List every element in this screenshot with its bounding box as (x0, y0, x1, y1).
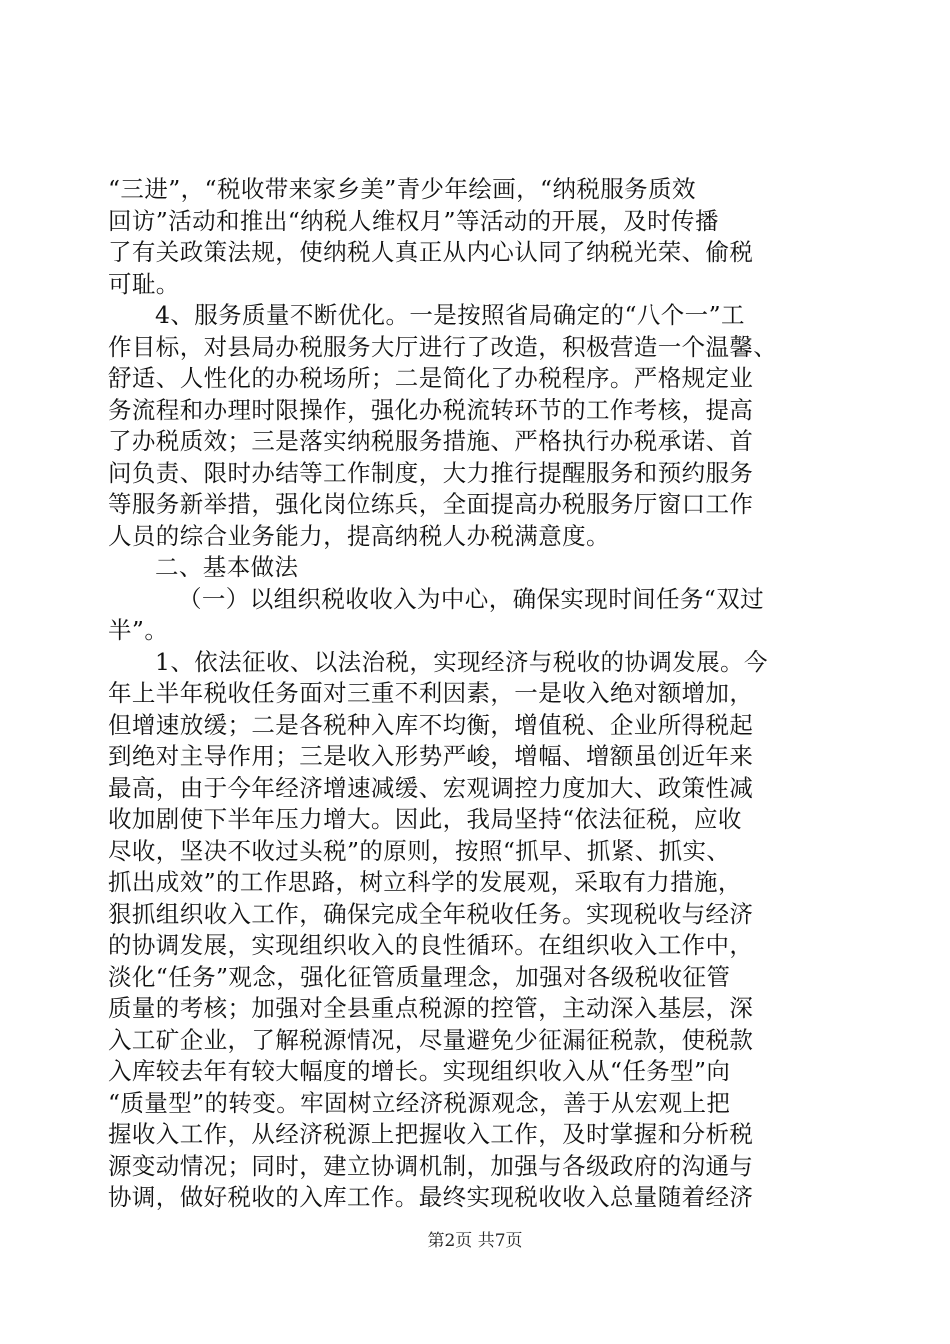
text-line: 作目标，对县局办税服务大厅进行了改造，积极营造一个温馨、 (108, 332, 778, 361)
text-line: 抓出成效”的工作思路，树立科学的发展观，采取有力措施， (108, 868, 742, 896)
text-line: 协调，做好税收的入库工作。最终实现税收收入总量随着经济 (108, 1183, 754, 1211)
text-line: 源变动情况；同时，建立协调机制，加强与各级政府的沟通与 (108, 1151, 754, 1180)
text-line: 1、依法征收、以法治税，实现经济与税收的协调发展。今 (155, 647, 768, 676)
text-line: 狠抓组织收入工作，确保完成全年税收任务。实现税收与经济 (108, 899, 754, 928)
document-body (108, 174, 844, 1214)
text-line: 舒适、人性化的办税场所；二是简化了办税程序。严格规定业 (108, 364, 754, 392)
text-line: 收加剧使下半年压力增大。因此，我局坚持“依法征税，应收 (108, 805, 742, 833)
text-line: 年上半年税收任务面对三重不利因素，一是收入绝对额增加， (108, 679, 754, 707)
text-line: 了办税质效；三是落实纳税服务措施、严格执行办税承诺、首 (108, 427, 754, 455)
text-line: 淡化“任务”观念，强化征管质量理念，加强对各级税收征管 (108, 962, 731, 991)
text-line: 到绝对主导作用；三是收入形势严峻，增幅、增额虽创近年来 (108, 742, 754, 770)
text-line: 问负责、限时办结等工作制度，大力推行提醒服务和预约服务 (108, 458, 754, 487)
text-line: 半”。 (108, 616, 169, 644)
text-line: 等服务新举措，强化岗位练兵，全面提高办税服务厅窗口工作 (108, 490, 754, 518)
text-line: 但增速放缓；二是各税种入库不均衡，增值税、企业所得税起 (108, 710, 754, 739)
text-line: 入工矿企业，了解税源情况，尽量避免少征漏征税款，使税款 (108, 1025, 754, 1054)
text-line: 务流程和办理时限操作，强化办税流转环节的工作考核，提高 (108, 395, 754, 424)
text-line: 最高，由于今年经济增速减缓、宏观调控力度加大、政策性减 (108, 773, 754, 802)
text-line: 可耻。 (108, 269, 180, 298)
text-line: （一）以组织税收收入为中心，确保实现时间任务“双过 (178, 584, 765, 613)
text-line: 人员的综合业务能力，提高纳税人办税满意度。 (108, 521, 610, 550)
text-line: 握收入工作，从经济税源上把握收入工作，及时掌握和分析税 (108, 1120, 754, 1148)
text-line: 回访”活动和推出“纳税人维权月”等活动的开展，及时传播 (108, 206, 719, 235)
text-line: 的协调发展，实现组织收入的良性循环。在组织收入工作中， (108, 931, 754, 959)
text-line: 尽收，坚决不收过头税”的原则，按照“抓早、抓紧、抓实、 (108, 836, 731, 865)
text-line: “三进”，“税收带来家乡美”青少年绘画，“纳税服务质效 (108, 175, 696, 203)
text-line: 质量的考核；加强对全县重点税源的控管，主动深入基层，深 (108, 994, 754, 1022)
text-line: 4、服务质量不断优化。一是按照省局确定的“八个一”工 (155, 301, 745, 329)
text-line: 二、基本做法 (155, 553, 299, 581)
text-line: 了有关政策法规，使纳税人真正从内心认同了纳税光荣、偷税 (108, 238, 754, 266)
text-line: “质量型”的转变。牢固树立经济税源观念，善于从宏观上把 (108, 1088, 731, 1117)
page-footer: 第2页 共7页 (427, 1231, 523, 1251)
text-line: 入库较去年有较大幅度的增长。实现组织收入从“任务型”向 (108, 1057, 731, 1085)
